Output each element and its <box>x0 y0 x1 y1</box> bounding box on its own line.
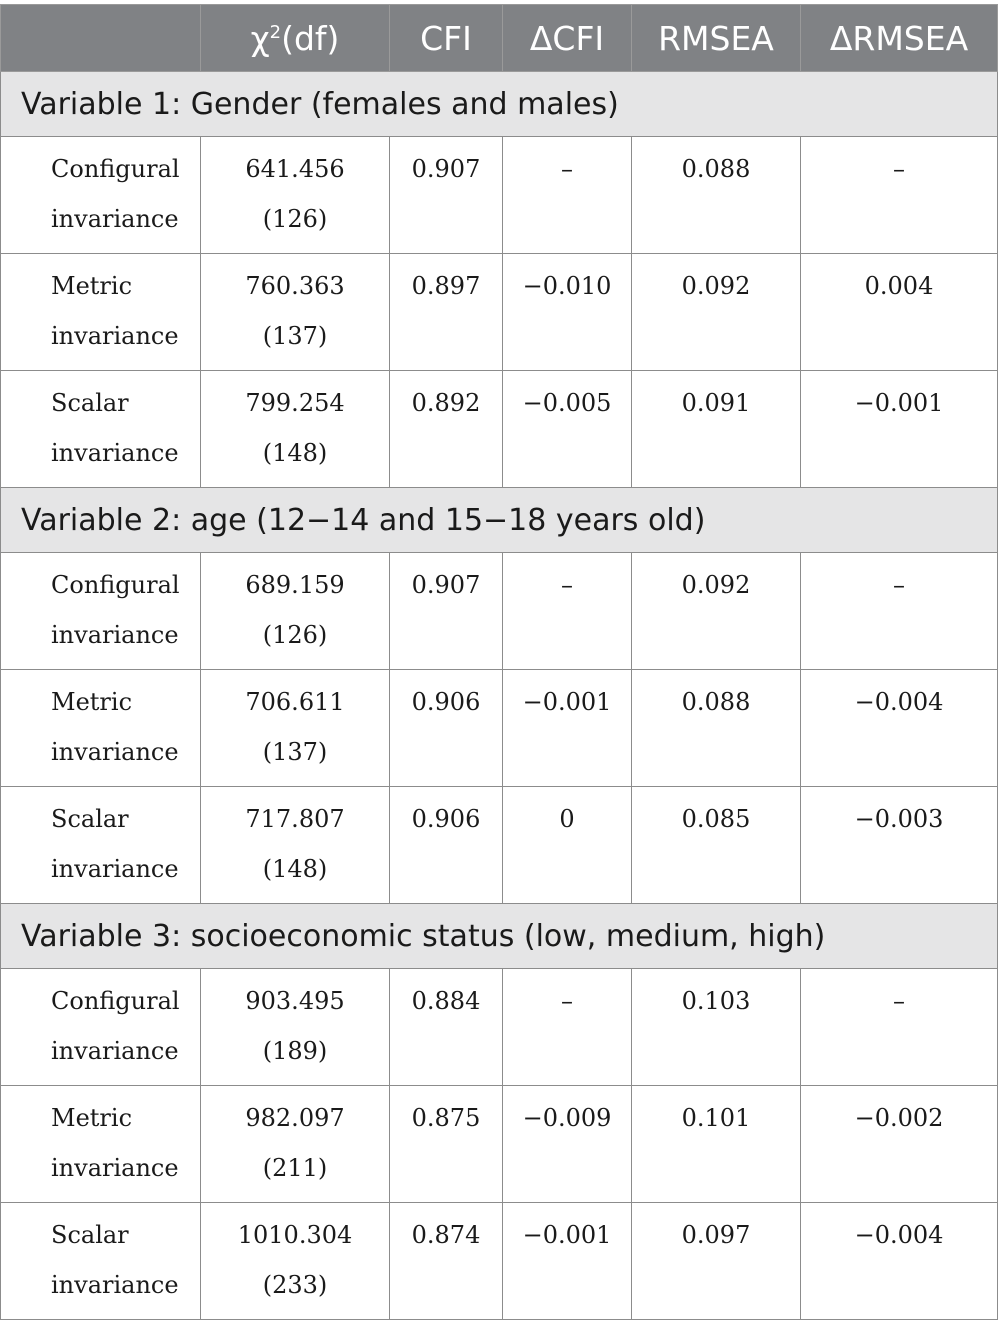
cfi-cell: 0.892 <box>390 371 503 488</box>
cfi-cell: 0.907 <box>390 137 503 254</box>
table-row <box>1 1203 998 1320</box>
section-header-gender <box>1 72 998 137</box>
delta-rmsea-cell: 0.004 <box>801 254 998 371</box>
delta-cfi-cell: – <box>503 137 632 254</box>
chi-square-cell: 689.159 (126) <box>201 553 390 670</box>
rmsea-cell: 0.092 <box>632 254 801 371</box>
table-row <box>1 254 998 371</box>
section-title: Variable 3: socioeconomic status (low, medium, high) <box>1 904 998 969</box>
chi-square-cell: 641.456 (126) <box>201 137 390 254</box>
delta-rmsea-cell: – <box>801 553 998 670</box>
model-label: Configural invariance <box>1 137 201 254</box>
chi-square-cell: 760.363 (137) <box>201 254 390 371</box>
delta-cfi-cell: −0.009 <box>503 1086 632 1203</box>
cfi-cell: 0.884 <box>390 969 503 1086</box>
cfi-cell: 0.875 <box>390 1086 503 1203</box>
model-label: Metric invariance <box>1 670 201 787</box>
delta-rmsea-cell: −0.002 <box>801 1086 998 1203</box>
model-label: Configural invariance <box>1 969 201 1086</box>
rmsea-cell: 0.085 <box>632 787 801 904</box>
header-chi-square: $\chi^2(df)$ <box>201 5 390 72</box>
delta-cfi-cell: −0.005 <box>503 371 632 488</box>
model-label: Scalar invariance <box>1 1203 201 1320</box>
rmsea-cell: 0.088 <box>632 137 801 254</box>
rmsea-cell: 0.088 <box>632 670 801 787</box>
delta-rmsea-cell: – <box>801 137 998 254</box>
cfi-cell: 0.907 <box>390 553 503 670</box>
header-delta-rmsea: ΔRMSEA <box>801 5 998 72</box>
delta-rmsea-cell: −0.003 <box>801 787 998 904</box>
section-header-age <box>1 488 998 553</box>
delta-rmsea-cell: −0.004 <box>801 670 998 787</box>
rmsea-cell: 0.092 <box>632 553 801 670</box>
model-label: Metric invariance <box>1 1086 201 1203</box>
model-label: Scalar invariance <box>1 787 201 904</box>
cfi-cell: 0.897 <box>390 254 503 371</box>
section-title: Variable 1: Gender (females and males) <box>1 72 998 137</box>
table-row <box>1 787 998 904</box>
delta-cfi-cell: −0.001 <box>503 1203 632 1320</box>
rmsea-cell: 0.103 <box>632 969 801 1086</box>
cfi-cell: 0.906 <box>390 670 503 787</box>
table-row <box>1 1086 998 1203</box>
invariance-table <box>0 4 998 1320</box>
table-row <box>1 137 998 254</box>
model-label: Scalar invariance <box>1 371 201 488</box>
header-cfi: CFI <box>390 5 503 72</box>
section-title: Variable 2: age (12−14 and 15−18 years old) <box>1 488 998 553</box>
header-row <box>1 5 998 72</box>
rmsea-cell: 0.091 <box>632 371 801 488</box>
table-row <box>1 371 998 488</box>
delta-rmsea-cell: −0.004 <box>801 1203 998 1320</box>
cfi-cell: 0.906 <box>390 787 503 904</box>
cfi-cell: 0.874 <box>390 1203 503 1320</box>
chi-square-cell: 1010.304 (233) <box>201 1203 390 1320</box>
delta-cfi-cell: – <box>503 969 632 1086</box>
rmsea-cell: 0.101 <box>632 1086 801 1203</box>
chi-square-cell: 903.495 (189) <box>201 969 390 1086</box>
chi-square-cell: 706.611 (137) <box>201 670 390 787</box>
model-label: Configural invariance <box>1 553 201 670</box>
delta-cfi-cell: −0.010 <box>503 254 632 371</box>
header-rmsea: RMSEA <box>632 5 801 72</box>
delta-cfi-cell: −0.001 <box>503 670 632 787</box>
chi-square-cell: 799.254 (148) <box>201 371 390 488</box>
table-row <box>1 553 998 670</box>
section-header-socioeconomic <box>1 904 998 969</box>
delta-rmsea-cell: – <box>801 969 998 1086</box>
chi-square-cell: 982.097 (211) <box>201 1086 390 1203</box>
model-label: Metric invariance <box>1 254 201 371</box>
delta-rmsea-cell: −0.001 <box>801 371 998 488</box>
table-row <box>1 670 998 787</box>
delta-cfi-cell: 0 <box>503 787 632 904</box>
rmsea-cell: 0.097 <box>632 1203 801 1320</box>
header-delta-cfi: ΔCFI <box>503 5 632 72</box>
table-row <box>1 969 998 1086</box>
header-empty <box>1 5 201 72</box>
chi-square-cell: 717.807 (148) <box>201 787 390 904</box>
delta-cfi-cell: – <box>503 553 632 670</box>
